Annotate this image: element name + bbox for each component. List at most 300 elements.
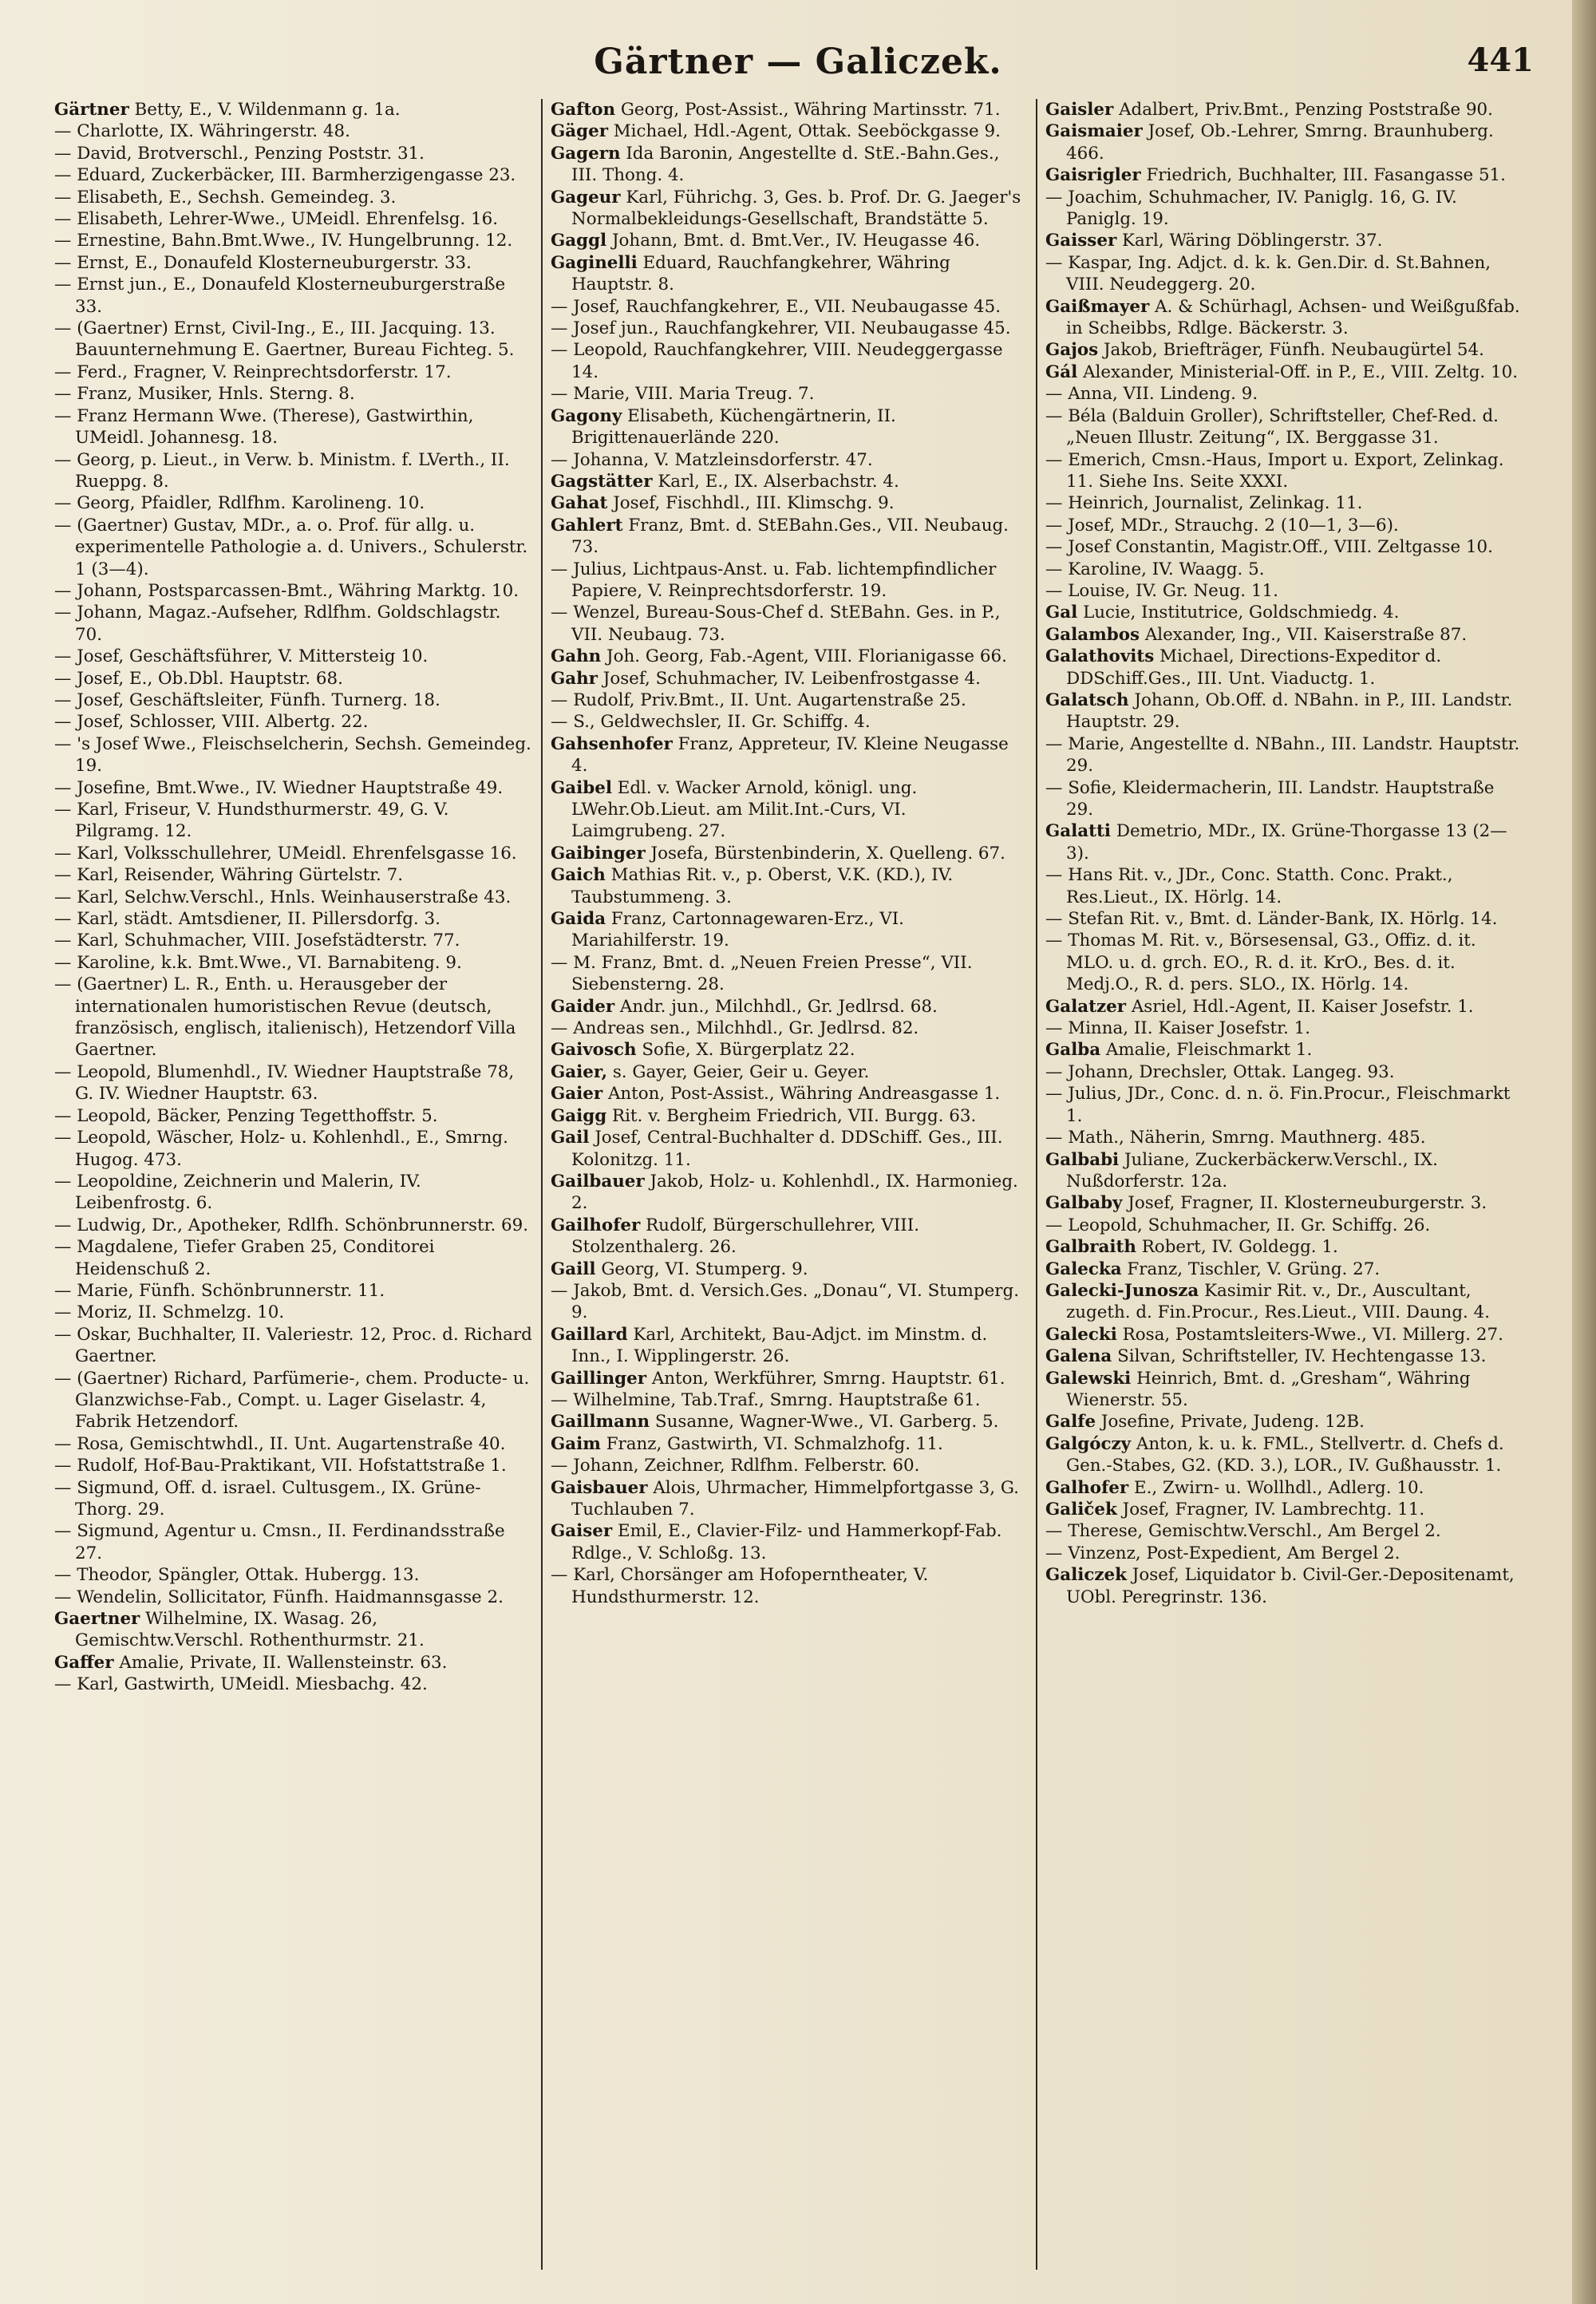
- directory-entry: [551, 843, 1028, 864]
- entry-surname: Gafton: [551, 100, 616, 120]
- entry-details: — Josef, Geschäftsführer, V. Mittersteig 10.: [54, 646, 429, 667]
- entry-details: Sofie, X. Bürgerplatz 22.: [636, 1040, 855, 1061]
- entry-details: Eduard, Rauchfangkehrer, Währing Hauptstr. 8.: [571, 252, 950, 295]
- entry-surname: Gagstätter: [551, 471, 653, 492]
- directory-entry: [551, 1039, 1028, 1061]
- entry-details: Amalie, Private, II. Wallensteinstr. 63.: [113, 1652, 448, 1673]
- entry-surname: Gageur: [551, 187, 621, 207]
- entry-details: Josef, Schuhmacher, IV. Leibenfrostgasse 4.: [597, 668, 981, 689]
- directory-entry: [1045, 449, 1523, 493]
- directory-entry: [54, 1564, 533, 1586]
- directory-entry: [1045, 777, 1523, 821]
- directory-entry: [551, 492, 1028, 514]
- entry-details: — Rudolf, Hof-Bau-Praktikant, VII. Hofstattstraße 1.: [54, 1456, 507, 1476]
- directory-entry: [54, 580, 533, 602]
- entry-surname: Galbaby: [1045, 1193, 1123, 1214]
- entry-details: — Julius, Lichtpaus-Anst. u. Fab. lichtempfindlicher Papiere, V. Reinprechtsdorferstr. 19.: [551, 559, 997, 601]
- directory-entry: [1045, 1543, 1523, 1564]
- entry-details: — Joachim, Schuhmacher, IV. Paniglg. 16, G. IV. Paniglg. 19.: [1045, 187, 1457, 230]
- directory-entry: [1045, 559, 1523, 580]
- directory-entry: [1045, 339, 1523, 361]
- entry-details: — Josef, E., Ob.Dbl. Hauptstr. 68.: [54, 668, 343, 689]
- entry-details: — Leopold, Schuhmacher, II. Gr. Schiffg. 26.: [1045, 1215, 1431, 1235]
- entry-surname: Gál: [1045, 362, 1078, 382]
- entry-details: Alexander, Ministerial-Off. in P., E., VIII. Zeltg. 10.: [1077, 362, 1519, 382]
- directory-entry: [54, 362, 533, 383]
- entry-details: — Josef, Schlosser, VIII. Albertg. 22.: [54, 712, 369, 733]
- entry-details: — Karl, Friseur, V. Hundsthurmerstr. 49, G. V. Pilgramg. 12.: [54, 800, 449, 842]
- entry-surname: Galena: [1045, 1346, 1112, 1367]
- directory-entry: [551, 602, 1028, 646]
- entry-details: Jakob, Holz- u. Kohlenhdl., IX. Harmonieg. 2.: [571, 1171, 1018, 1214]
- columns-container: [46, 99, 1531, 2270]
- entry-details: — (Gaertner) Richard, Parfümerie-, chem. Producte- u. Glanzwichse-Fab., Compt. u. Lager Giselastr. 4, Fabrik Hetzendorf.: [54, 1368, 530, 1433]
- entry-details: — Karl, Selchw.Verschl., Hnls. Weinhauserstraße 43.: [54, 887, 512, 907]
- entry-surname: Gaider: [551, 996, 615, 1017]
- directory-entry: [1045, 864, 1523, 908]
- entry-details: Johann, Ob.Off. d. NBahn. in P., III. Landstr. Hauptstr. 29.: [1066, 690, 1513, 733]
- directory-entry: [54, 230, 533, 251]
- entry-details: — Ferd., Fragner, V. Reinprechtsdorferstr. 17.: [54, 362, 452, 382]
- entry-surname: Gahn: [551, 646, 602, 667]
- directory-entry: [1045, 996, 1523, 1018]
- entry-details: Edl. v. Wacker Arnold, königl. ung. LWehr.Ob.Lieut. am Milit.Int.-Curs, VI. Laimgrubeng. 27.: [571, 777, 918, 842]
- directory-entry: [551, 864, 1028, 908]
- directory-entry: [1045, 1346, 1523, 1367]
- directory-entry: [1045, 492, 1523, 514]
- entry-details: — Georg, p. Lieut., in Verw. b. Ministm. f. LVerth., II. Rueppg. 8.: [54, 449, 510, 492]
- entry-surname: Gajos: [1045, 340, 1099, 361]
- entry-surname: Galatzer: [1045, 996, 1127, 1017]
- directory-entry: [54, 1280, 533, 1302]
- directory-entry: [551, 515, 1028, 559]
- page-edge-shadow: [1572, 0, 1596, 2304]
- directory-entry: [551, 230, 1028, 251]
- entry-details: — Oskar, Buchhalter, II. Valeriestr. 12, Proc. d. Richard Gaertner.: [54, 1324, 532, 1367]
- entry-details: — Leopold, Wäscher, Holz- u. Kohlenhdl., E., Smrng. Hugog. 473.: [54, 1128, 508, 1170]
- entry-details: — Karoline, IV. Waagg. 5.: [1045, 559, 1265, 579]
- entry-surname: Gaibel: [551, 777, 612, 798]
- entry-details: — Marie, VIII. Maria Treug. 7.: [551, 384, 815, 405]
- entry-details: — Karoline, k.k. Bmt.Wwe., VI. Barnabiteng. 9.: [54, 952, 462, 973]
- directory-entry: [54, 274, 533, 318]
- directory-entry: [54, 974, 533, 1061]
- directory-entry: [551, 668, 1028, 690]
- directory-entry: [1045, 1477, 1523, 1499]
- directory-entry: [1045, 1215, 1523, 1236]
- entry-details: — Vinzenz, Post-Expedient, Am Bergel 2.: [1045, 1543, 1400, 1563]
- entry-details: Josefa, Bürstenbinderin, X. Quelleng. 67.: [645, 843, 1005, 864]
- directory-entry: [551, 1433, 1028, 1455]
- directory-entry: [1045, 908, 1523, 930]
- entry-surname: Galiczek: [1045, 1565, 1127, 1586]
- entry-surname: Gahat: [551, 493, 608, 514]
- directory-entry: [54, 668, 533, 690]
- entry-details: — (Gaertner) Ernst, Civil-Ing., E., III. Jacquing. 13. Bauunternehmung E. Gaertner, Bureau Fichteg. 5.: [54, 318, 515, 361]
- directory-entry: [54, 143, 533, 164]
- entry-details: Silvan, Schriftsteller, IV. Hechtengasse 13.: [1112, 1346, 1487, 1367]
- directory-entry: [54, 843, 533, 864]
- directory-entry: [551, 952, 1028, 996]
- entry-details: Josef, Ob.-Lehrer, Smrng. Braunhuberg. 466.: [1066, 121, 1494, 164]
- column-middle: [541, 99, 1036, 2270]
- directory-entry: [54, 449, 533, 493]
- entry-details: Michael, Hdl.-Agent, Ottak. Seeböckgasse 9.: [607, 121, 1001, 142]
- entry-details: s. Gayer, Geier, Geir u. Geyer.: [607, 1061, 870, 1082]
- directory-entry: [54, 515, 533, 580]
- directory-entry: [551, 121, 1028, 142]
- entry-details: Karl, Führichg. 3, Ges. b. Prof. Dr. G. Jaeger's Normalbekleidungs-Gesellschaft, Brandstätte 5.: [571, 187, 1021, 230]
- directory-entry: [551, 690, 1028, 711]
- directory-entry: [551, 1564, 1028, 1608]
- entry-details: — (Gaertner) L. R., Enth. u. Herausgeber der internationalen humoristischen Revue (deutsch, französisch, englisch, italienisch), Hetzendorf Villa Gaertner.: [54, 974, 516, 1061]
- entry-details: Johann, Bmt. d. Bmt.Ver., IV. Heugasse 46.: [606, 231, 981, 251]
- entry-surname: Galathovits: [1045, 646, 1155, 667]
- directory-entry: [54, 1433, 533, 1455]
- directory-entry: [1045, 362, 1523, 383]
- directory-entry: [1045, 99, 1523, 121]
- directory-entry: [551, 1368, 1028, 1389]
- entry-details: — Jakob, Bmt. d. Versich.Ges. „Donau“, VI. Stumperg. 9.: [551, 1280, 1020, 1323]
- entry-details: — Johann, Postsparcassen-Bmt., Währing Marktg. 10.: [54, 580, 519, 601]
- directory-entry: [1045, 230, 1523, 251]
- entry-surname: Gahsenhofer: [551, 733, 673, 754]
- entry-surname: Gaich: [551, 865, 606, 886]
- entry-surname: Gaillmann: [551, 1412, 650, 1433]
- directory-entry: [1045, 164, 1523, 186]
- entry-surname: Gaim: [551, 1433, 601, 1454]
- entry-details: — Franz Hermann Wwe. (Therese), Gastwirthin, UMeidl. Johannesg. 18.: [54, 405, 474, 449]
- directory-entry: [1045, 1061, 1523, 1083]
- directory-entry: [54, 1587, 533, 1608]
- entry-details: — Josef, Rauchfangkehrer, E., VII. Neubaugasse 45.: [551, 296, 1001, 317]
- directory-entry: [551, 1127, 1028, 1171]
- entry-surname: Gaisrigler: [1045, 165, 1141, 186]
- entry-details: — Sigmund, Off. d. israel. Cultusgem., IX. Grüne-Thorg. 29.: [54, 1477, 481, 1520]
- directory-entry: [54, 1215, 533, 1236]
- directory-entry: [1045, 1192, 1523, 1214]
- entry-details: Wilhelmine, IX. Wasag. 26, Gemischtw.Verschl. Rothenthurmstr. 21.: [75, 1609, 425, 1651]
- directory-entry: [1045, 1324, 1523, 1346]
- directory-entry: [551, 1018, 1028, 1039]
- entry-details: Josef, Liquidator b. Civil-Ger.-Depositenamt, UObl. Peregrinstr. 136.: [1066, 1565, 1515, 1607]
- directory-entry: [551, 405, 1028, 449]
- directory-entry: [551, 711, 1028, 733]
- entry-details: — Math., Näherin, Smrng. Mauthnerg. 485.: [1045, 1128, 1426, 1148]
- directory-entry: [1045, 1433, 1523, 1477]
- entry-details: Anton, Post-Assist., Währing Andreasgasse 1.: [602, 1084, 1001, 1105]
- directory-entry: [54, 1368, 533, 1433]
- entry-details: Kasimir Rit. v., Dr., Auscultant, zugeth. d. Fin.Procur., Res.Lieut., VIII. Daung. 4.: [1066, 1280, 1491, 1323]
- entry-surname: Gahlert: [551, 515, 623, 535]
- directory-entry: [1045, 1236, 1523, 1258]
- entry-details: — Georg, Pfaidler, Rdlfhm. Karolineng. 10.: [54, 493, 425, 514]
- entry-details: Joh. Georg, Fab.-Agent, VIII. Florianigasse 66.: [601, 646, 1007, 667]
- entry-surname: Gaißmayer: [1045, 296, 1150, 317]
- entry-details: — Josef Constantin, Magistr.Off., VIII. Zeltgasse 10.: [1045, 537, 1493, 558]
- directory-entry: [1045, 515, 1523, 536]
- page-number: 441: [1467, 41, 1534, 79]
- entry-details: — Béla (Balduin Groller), Schriftsteller, Chef-Red. d. „Neuen Illustr. Zeitung“, IX. Berggasse 31.: [1045, 405, 1499, 449]
- directory-entry: [551, 777, 1028, 843]
- entry-details: — Hans Rit. v., JDr., Conc. Statth. Conc. Prakt., Res.Lieut., IX. Hörlg. 14.: [1045, 865, 1453, 907]
- entry-details: Mathias Rit. v., p. Oberst, V.K. (KD.), IV. Taubstummeng. 3.: [571, 865, 954, 907]
- entry-details: — Ernst, E., Donaufeld Klosterneuburgerstr. 33.: [54, 252, 472, 273]
- entry-surname: Gaigg: [551, 1105, 607, 1126]
- entry-surname: Galecka: [1045, 1259, 1122, 1279]
- entry-surname: Gail: [551, 1128, 590, 1148]
- directory-entry: [551, 1411, 1028, 1433]
- entry-surname: Gaisbauer: [551, 1477, 648, 1498]
- directory-entry: [1045, 383, 1523, 405]
- entry-details: E., Zwirn- u. Wollhdl., Adlerg. 10.: [1128, 1477, 1424, 1498]
- entry-surname: Gagony: [551, 405, 622, 426]
- entry-surname: Galbraith: [1045, 1237, 1136, 1258]
- entry-details: Rit. v. Bergheim Friedrich, VII. Burgg. 63.: [606, 1105, 977, 1126]
- entry-surname: Gaertner: [54, 1609, 140, 1630]
- directory-entry: [54, 711, 533, 733]
- entry-details: Franz, Gastwirth, VI. Schmalzhofg. 11.: [600, 1433, 943, 1454]
- directory-entry: [1045, 602, 1523, 623]
- directory-entry: [54, 1302, 533, 1323]
- entry-details: — Ludwig, Dr., Apotheker, Rdlfh. Schönbrunnerstr. 69.: [54, 1215, 529, 1235]
- entry-surname: Galbabi: [1045, 1149, 1120, 1170]
- entry-details: Elisabeth, Küchengärtnerin, II. Brigittenauerlände 220.: [571, 405, 896, 449]
- entry-details: — Stefan Rit. v., Bmt. d. Länder-Bank, IX. Hörlg. 14.: [1045, 909, 1498, 930]
- entry-details: — Josef, MDr., Strauchg. 2 (10—1, 3—6).: [1045, 515, 1399, 535]
- directory-entry: [551, 449, 1028, 471]
- entry-details: — Franz, Musiker, Hnls. Sterng. 8.: [54, 384, 355, 405]
- directory-entry: [54, 1520, 533, 1564]
- entry-details: — Rudolf, Priv.Bmt., II. Unt. Augartenstraße 25.: [551, 690, 966, 710]
- directory-entry: [551, 996, 1028, 1018]
- directory-entry: [551, 1389, 1028, 1411]
- entry-details: — Sofie, Kleidermacherin, III. Landstr. Hauptstraße 29.: [1045, 777, 1495, 820]
- directory-entry: [54, 1455, 533, 1476]
- directory-entry: [551, 187, 1028, 231]
- entry-details: — Eduard, Zuckerbäcker, III. Barmherzigengasse 23.: [54, 165, 516, 186]
- directory-entry: [54, 887, 533, 908]
- entry-details: — Louise, IV. Gr. Neug. 11.: [1045, 580, 1278, 601]
- entry-details: Ida Baronin, Angestellte d. StE.-Bahn.Ges., III. Thong. 4.: [571, 143, 1000, 186]
- directory-entry: [54, 1105, 533, 1127]
- directory-entry: [551, 1215, 1028, 1259]
- entry-surname: Galba: [1045, 1040, 1101, 1061]
- directory-entry: [54, 99, 533, 121]
- directory-entry: [1045, 1039, 1523, 1061]
- entry-details: — 's Josef Wwe., Fleischselcherin, Sechsh. Gemeindeg. 19.: [54, 733, 531, 777]
- entry-details: — Elisabeth, Lehrer-Wwe., UMeidl. Ehrenfelsg. 16.: [54, 209, 499, 230]
- directory-entry: [551, 1280, 1028, 1324]
- entry-details: Anton, Werkführer, Smrng. Hauptstr. 61.: [646, 1368, 1005, 1389]
- entry-surname: Galambos: [1045, 624, 1140, 645]
- directory-entry: [54, 1608, 533, 1652]
- entry-surname: Galfe: [1045, 1412, 1096, 1433]
- directory-entry: [54, 1171, 533, 1215]
- entry-details: Rosa, Postamtsleiters-Wwe., VI. Millerg. 27.: [1116, 1324, 1503, 1345]
- directory-entry: [1045, 1083, 1523, 1127]
- directory-entry: [551, 99, 1028, 121]
- directory-entry: [54, 383, 533, 405]
- entry-surname: Gaivosch: [551, 1040, 637, 1061]
- directory-entry: [551, 1324, 1028, 1368]
- entry-surname: Gaida: [551, 909, 606, 930]
- entry-details: — Leopold, Blumenhdl., IV. Wiedner Hauptstraße 78, G. IV. Wiedner Hauptstr. 63.: [54, 1061, 515, 1105]
- directory-entry: [1045, 1280, 1523, 1324]
- entry-surname: Galatti: [1045, 821, 1112, 842]
- entry-details: Alois, Uhrmacher, Himmelpfortgasse 3, G. Tuchlauben 7.: [571, 1477, 1019, 1520]
- directory-entry: [551, 252, 1028, 296]
- entry-details: — Johann, Magaz.-Aufseher, Rdlfhm. Goldschlagstr. 70.: [54, 603, 501, 645]
- entry-details: Josef, Fragner, IV. Lambrechtg. 11.: [1116, 1500, 1425, 1520]
- entry-details: Jakob, Briefträger, Fünfh. Neubaugürtel 54.: [1098, 340, 1484, 361]
- directory-entry: [1045, 1368, 1523, 1412]
- entry-surname: Gagern: [551, 143, 621, 164]
- entry-details: Andr. jun., Milchhdl., Gr. Jedlrsd. 68.: [614, 996, 938, 1017]
- entry-details: — S., Geldwechsler, II. Gr. Schiffg. 4.: [551, 712, 871, 733]
- entry-details: — Johann, Drechsler, Ottak. Langeg. 93.: [1045, 1061, 1395, 1082]
- directory-entry: [1045, 930, 1523, 995]
- directory-entry: [1045, 1520, 1523, 1542]
- directory-entry: [54, 1236, 533, 1280]
- column-left: [46, 99, 541, 2270]
- directory-entry: [54, 164, 533, 186]
- directory-entry: [551, 559, 1028, 603]
- directory-entry: [54, 208, 533, 230]
- entry-details: Demetrio, MDr., IX. Grüne-Thorgasse 13 (2—3).: [1066, 821, 1507, 864]
- entry-surname: Galewski: [1045, 1368, 1132, 1389]
- entry-details: — Leopold, Bäcker, Penzing Tegetthoffstr. 5.: [54, 1105, 438, 1126]
- directory-entry: [54, 1324, 533, 1368]
- entry-details: Anton, k. u. k. FML., Stellvertr. d. Chefs d. Gen.-Stabes, G2. (KD. 3.), LOR., IV. Gußhausstr. 1.: [1066, 1433, 1504, 1476]
- column-right: [1036, 99, 1531, 2270]
- entry-surname: Gaismaier: [1045, 121, 1143, 142]
- directory-entry: [54, 952, 533, 974]
- entry-details: — Josef jun., Rauchfangkehrer, VII. Neubaugasse 45.: [551, 318, 1011, 339]
- entry-details: — Moriz, II. Schmelzg. 10.: [54, 1302, 285, 1323]
- directory-entry: [54, 602, 533, 646]
- entry-details: — Johann, Zeichner, Rdlfhm. Felberstr. 60.: [551, 1456, 920, 1476]
- directory-entry: [1045, 1411, 1523, 1433]
- directory-entry: [551, 1105, 1028, 1127]
- entry-details: — Wendelin, Sollicitator, Fünfh. Haidmannsgasse 2.: [54, 1587, 504, 1607]
- entry-details: — Andreas sen., Milchhdl., Gr. Jedlrsd. 82.: [551, 1018, 919, 1039]
- directory-entry: [1045, 121, 1523, 164]
- directory-entry: [551, 318, 1028, 339]
- entry-details: — Emerich, Cmsn.-Haus, Import u. Export, Zelinkag. 11. Siehe Ins. Seite XXXI.: [1045, 449, 1504, 492]
- directory-entry: [54, 405, 533, 449]
- directory-entry: [54, 733, 533, 777]
- entry-details: Josef, Central-Buchhalter d. DDSchiff. Ges., III. Kolonitzg. 11.: [571, 1128, 1003, 1170]
- entry-surname: Galiček: [1045, 1500, 1117, 1520]
- directory-entry: [551, 1083, 1028, 1105]
- directory-entry: [54, 1477, 533, 1521]
- entry-details: — Karl, Reisender, Währing Gürtelstr. 7.: [54, 865, 404, 886]
- directory-entry: [551, 646, 1028, 667]
- directory-entry: [1045, 252, 1523, 296]
- directory-entry: [54, 930, 533, 951]
- entry-surname: Gaisser: [1045, 231, 1117, 251]
- entry-details: Josefine, Private, Judeng. 12B.: [1096, 1412, 1365, 1433]
- entry-details: Josef, Fragner, II. Klosterneuburgerstr. 3.: [1122, 1193, 1487, 1214]
- entry-details: — Elisabeth, E., Sechsh. Gemeindeg. 3.: [54, 187, 397, 207]
- entry-details: — Johanna, V. Matzleinsdorferstr. 47.: [551, 449, 873, 470]
- directory-entry: [54, 1061, 533, 1105]
- entry-details: — Josefine, Bmt.Wwe., IV. Wiedner Hauptstraße 49.: [54, 777, 504, 798]
- directory-entry: [1045, 296, 1523, 340]
- entry-details: A. & Schürhagl, Achsen- und Weißgußfab. in Scheibbs, Rdlge. Bäckerstr. 3.: [1066, 296, 1520, 339]
- entry-details: — Wenzel, Bureau-Sous-Chef d. StEBahn. Ges. in P., VII. Neubaug. 73.: [551, 603, 1001, 645]
- entry-surname: Gaffer: [54, 1652, 114, 1673]
- entry-details: — Ernst jun., E., Donaufeld Klosterneuburgerstraße 33.: [54, 275, 506, 317]
- entry-surname: Galgóczy: [1045, 1433, 1132, 1454]
- entry-details: Robert, IV. Goldegg. 1.: [1136, 1237, 1338, 1258]
- page-header: [48, 41, 1548, 89]
- directory-entry: [54, 690, 533, 711]
- entry-details: — Karl, städt. Amtsdiener, II. Pillersdorfg. 3.: [54, 909, 440, 930]
- entry-surname: Gaillard: [551, 1324, 628, 1345]
- directory-entry: [54, 121, 533, 142]
- directory-entry: [1045, 1018, 1523, 1039]
- entry-details: Juliane, Zuckerbäckerw.Verschl., IX. Nußdorferstr. 12a.: [1066, 1149, 1438, 1192]
- entry-details: Alexander, Ing., VII. Kaiserstraße 87.: [1140, 624, 1468, 645]
- directory-entry: [1045, 624, 1523, 646]
- entry-details: — Charlotte, IX. Währingerstr. 48.: [54, 121, 350, 142]
- entry-surname: Gal: [1045, 603, 1078, 623]
- entry-details: Karl, Architekt, Bau-Adjct. im Minstm. d. Inn., I. Wipplingerstr. 26.: [571, 1324, 988, 1367]
- directory-entry: [551, 296, 1028, 318]
- entry-surname: Galatsch: [1045, 690, 1129, 710]
- entry-details: — Sigmund, Agentur u. Cmsn., II. Ferdinandsstraße 27.: [54, 1521, 505, 1563]
- entry-details: — Kaspar, Ing. Adjct. d. k. k. Gen.Dir. d. St.Bahnen, VIII. Neudeggerg. 20.: [1045, 252, 1491, 295]
- entry-details: Michael, Directions-Expeditor d. DDSchiff.Ges., III. Unt. Viaductg. 1.: [1066, 646, 1442, 689]
- entry-details: Karl, E., IX. Alserbachstr. 4.: [652, 471, 899, 492]
- entry-details: Franz, Tischler, V. Grüng. 27.: [1121, 1259, 1381, 1279]
- entry-surname: Gahr: [551, 668, 598, 689]
- directory-entry: [551, 471, 1028, 492]
- entry-details: — Ernestine, Bahn.Bmt.Wwe., IV. Hungelbrunng. 12.: [54, 231, 513, 251]
- entry-details: — Josef, Geschäftsleiter, Fünfh. Turnerg. 18.: [54, 690, 440, 710]
- entry-details: — Magdalene, Tiefer Graben 25, Conditorei Heidenschuß 2.: [54, 1237, 435, 1279]
- entry-details: Georg, VI. Stumperg. 9.: [595, 1259, 808, 1279]
- directory-entry: [551, 383, 1028, 405]
- directory-entry: [551, 1259, 1028, 1280]
- directory-entry: [54, 492, 533, 514]
- entry-details: — Thomas M. Rit. v., Börsesensal, G3., Offiz. d. it. MLO. u. d. grch. EO., R. d. it. KrO., Bes. d. it. Medj.O., R. d. pers. SLO., IX. Hörlg. 14.: [1045, 931, 1476, 995]
- directory-entry: [54, 252, 533, 274]
- entry-details: — M. Franz, Bmt. d. „Neuen Freien Presse“, VII. Siebensterng. 28.: [551, 952, 973, 995]
- entry-surname: Gaiser: [551, 1521, 613, 1542]
- entry-details: Amalie, Fleischmarkt 1.: [1100, 1040, 1313, 1061]
- entry-surname: Gärtner: [54, 100, 129, 120]
- entry-details: Friedrich, Buchhalter, III. Fasangasse 51.: [1140, 165, 1506, 186]
- entry-details: Heinrich, Bmt. d. „Gresham“, Währing Wienerstr. 55.: [1066, 1368, 1471, 1410]
- directory-entry: [551, 1520, 1028, 1564]
- entry-surname: Gaisler: [1045, 100, 1114, 120]
- entry-details: — Heinrich, Journalist, Zelinkag. 11.: [1045, 493, 1363, 514]
- entry-surname: Gailhofer: [551, 1215, 641, 1235]
- entry-details: Adalbert, Priv.Bmt., Penzing Poststraße 90.: [1113, 100, 1493, 120]
- entry-details: Georg, Post-Assist., Währing Martinsstr. 71.: [615, 100, 1001, 120]
- entry-details: Franz, Appreteur, IV. Kleine Neugasse 4.: [571, 733, 1009, 777]
- entry-details: — Marie, Fünfh. Schönbrunnerstr. 11.: [54, 1280, 385, 1301]
- entry-details: Karl, Wäring Döblingerstr. 37.: [1116, 231, 1383, 251]
- entry-details: — Rosa, Gemischtwhdl., II. Unt. Augartenstraße 40.: [54, 1433, 506, 1454]
- entry-details: — David, Brotverschl., Penzing Poststr. 31.: [54, 143, 425, 164]
- entry-surname: Gaginelli: [551, 252, 638, 273]
- directory-entry: [1045, 646, 1523, 690]
- entry-details: Betty, E., V. Wildenmann g. 1a.: [128, 100, 401, 120]
